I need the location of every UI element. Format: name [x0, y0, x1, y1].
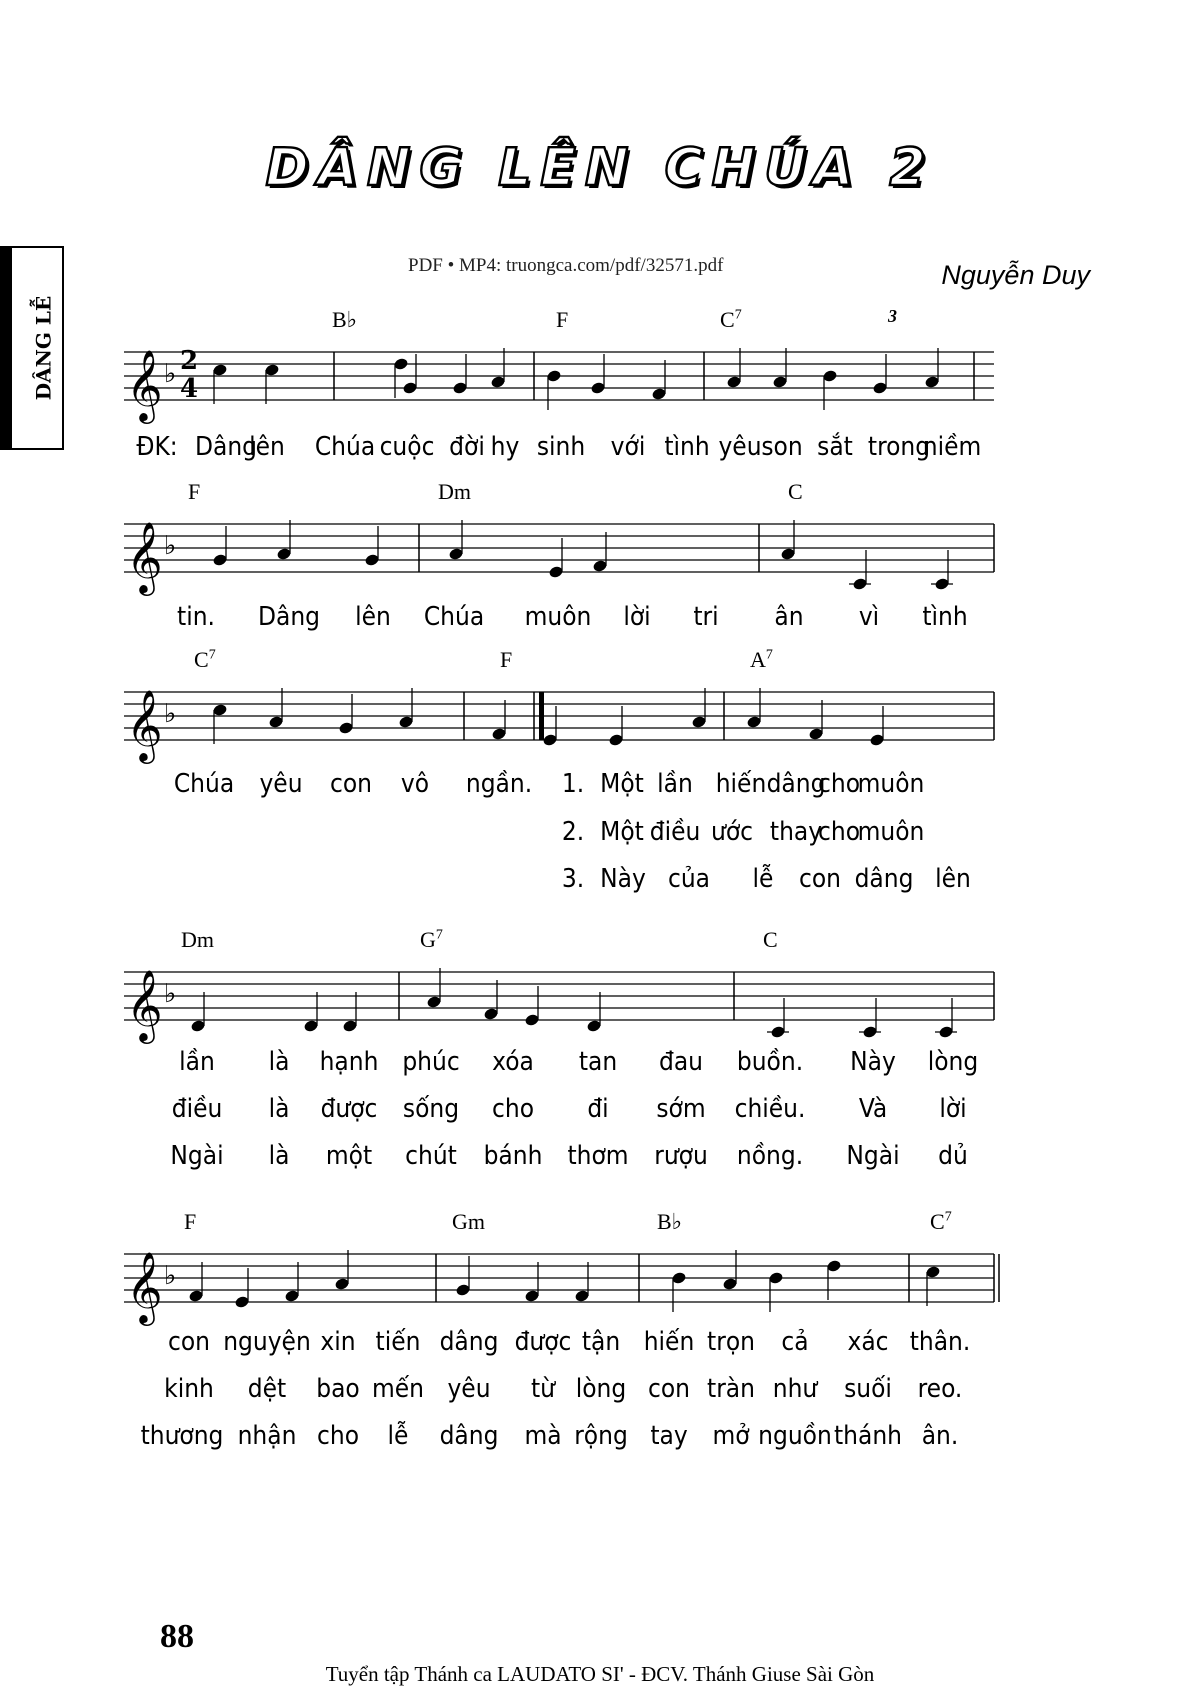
lyric-word: hiến [643, 1327, 695, 1357]
staff [124, 680, 1094, 770]
lyric-word: dâng [854, 864, 914, 894]
treble-clef-icon: 𝄞 [126, 968, 163, 1041]
lyric-word: lên [935, 864, 971, 894]
lyric-word: đi [587, 1094, 609, 1124]
lyric-word: tiến [375, 1327, 421, 1357]
key-signature-flat-icon: ♭ [164, 359, 177, 389]
lyric-word: ĐK: [136, 432, 178, 462]
staff-system [124, 1209, 1094, 1451]
lyric-word: điều [649, 817, 701, 847]
chord-symbol: $C^7$ [194, 647, 216, 672]
lyric-word: kinh [164, 1374, 214, 1404]
lyric-word: tin. [177, 602, 215, 632]
lyric-word: hiến [715, 769, 767, 799]
lyric-word: yêu [447, 1374, 491, 1404]
lyric-word: được [320, 1094, 378, 1124]
lyric-word: cuộc [379, 432, 435, 462]
lyric-word: lần [179, 1047, 215, 1077]
key-signature-flat-icon: ♭ [164, 1261, 177, 1291]
time-signature-top: 2 [180, 346, 199, 376]
lyric-word: Chúa [314, 432, 376, 462]
lyric-word: Này [600, 864, 646, 894]
lyric-word: son [761, 432, 803, 462]
lyric-word: Một [600, 769, 644, 799]
lyric-word: thân. [909, 1327, 971, 1357]
lyric-word: yêu [259, 769, 303, 799]
lyric-word: con [648, 1374, 690, 1404]
lyric-word: lòng [927, 1047, 979, 1077]
lyric-word: Dâng [194, 432, 258, 462]
lyric-word: Này [850, 1047, 896, 1077]
lyric-word: tình [664, 432, 710, 462]
lyric-word: 2. [561, 817, 585, 847]
lyric-word: được [514, 1327, 572, 1357]
lyric-word: tay [650, 1421, 688, 1451]
staff-system [124, 647, 1094, 894]
lyric-word: trọn [707, 1327, 755, 1357]
lyric-word: sinh [536, 432, 586, 462]
lyric-word: bao [316, 1374, 360, 1404]
section-tab-label: DÂNG LỄ [31, 295, 55, 401]
treble-clef-icon: 𝄞 [126, 520, 163, 593]
lyric-word: nhận [237, 1421, 297, 1451]
section-tab-bar [0, 248, 12, 448]
chord-symbol: $A^7$ [750, 647, 773, 672]
lyric-word: Dâng [257, 602, 321, 632]
lyric-word: dâng [766, 769, 826, 799]
lyric-word: sống [402, 1094, 460, 1124]
lyric-word: chút [405, 1141, 457, 1171]
lyric-word: hy [490, 432, 520, 462]
lyric-word: Ngài [846, 1141, 900, 1171]
lyric-word: buồn. [736, 1047, 804, 1077]
lyric-word: vì [858, 602, 880, 632]
lyric-word: lời [939, 1094, 967, 1124]
lyric-word: là [268, 1094, 290, 1124]
lyric-word: Chúa [423, 602, 485, 632]
lyric-word: suối [844, 1374, 892, 1404]
lyric-word: Ngài [170, 1141, 224, 1171]
lyric-word: muôn [857, 817, 925, 847]
lyric-word: Chúa [173, 769, 235, 799]
lyric-word: từ [531, 1374, 555, 1404]
chord-symbol: Dm [181, 927, 214, 952]
staff [124, 340, 1094, 430]
lyric-word: phúc [402, 1047, 460, 1077]
lyric-word: 1. [561, 769, 585, 799]
triplet-mark: 3 [888, 306, 897, 326]
lyric-word: hạnh [319, 1047, 379, 1077]
lyric-word: Một [600, 817, 644, 847]
key-signature-flat-icon: ♭ [164, 979, 177, 1009]
chord-symbol: F [188, 479, 201, 504]
lyric-word: ân [774, 602, 804, 632]
chord-symbol: F [500, 647, 513, 672]
lyric-word: cho [818, 769, 860, 799]
lyric-word: lễ [387, 1421, 409, 1451]
staff-system [124, 306, 1094, 480]
chord-symbol: $C^7$ [930, 1209, 952, 1234]
section-tab [0, 246, 64, 450]
lyric-word: cho [818, 817, 860, 847]
treble-clef-icon: 𝄞 [126, 348, 163, 421]
lyric-word: rượu [654, 1141, 708, 1171]
treble-clef-icon: 𝄞 [126, 1250, 163, 1323]
lyric-word: thương [140, 1421, 224, 1451]
chord-symbol: $G^7$ [420, 927, 443, 952]
lyric-word: là [268, 1141, 290, 1171]
song-title: DÂNG LÊN CHÚA 2 [265, 138, 935, 198]
lyric-word: lên [355, 602, 391, 632]
lyric-word: yêu [718, 432, 762, 462]
lyric-word: nguồn [758, 1421, 832, 1451]
lyric-word: dâng [439, 1421, 499, 1451]
lyric-word: mở [712, 1421, 750, 1451]
lyric-word: lời [623, 602, 651, 632]
lyric-word: tan [578, 1047, 618, 1077]
lyric-word: tràn [707, 1374, 755, 1404]
treble-clef-icon: 𝄞 [126, 688, 163, 761]
lyric-word: dủ [938, 1141, 968, 1171]
lyric-word: nồng. [736, 1141, 804, 1171]
lyric-word: con [799, 864, 841, 894]
lyric-word: xóa [492, 1047, 534, 1077]
lyric-word: vô [400, 769, 430, 799]
composer-name: Nguyễn Duy [941, 260, 1090, 290]
lyric-word: muôn [857, 769, 925, 799]
lyric-word: thay [769, 817, 823, 847]
page-footer: Tuyển tập Thánh ca LAUDATO SI' - ĐCV. Thánh Giuse Sài Gòn [325, 1662, 875, 1686]
chord-symbol: C [763, 927, 778, 952]
staff [124, 512, 1094, 602]
lyric-word: một [325, 1141, 373, 1171]
lyric-word: đời [449, 432, 485, 462]
source-link[interactable]: PDF • MP4: truongca.com/pdf/32571.pdf [408, 255, 724, 276]
lyric-word: xác [847, 1327, 889, 1357]
lyric-word: muôn [524, 602, 592, 632]
lyric-word: mà [524, 1421, 562, 1451]
chord-symbol: $C^7$ [720, 307, 742, 332]
lyric-word: xin [320, 1327, 356, 1357]
time-signature-bottom: 4 [180, 374, 199, 404]
lyric-word: ước [711, 817, 753, 847]
key-signature-flat-icon: ♭ [164, 699, 177, 729]
lyric-word: đau [658, 1047, 704, 1077]
lyric-word: sắt [817, 432, 853, 462]
lyric-word: dệt [247, 1374, 287, 1404]
chord-symbol: F [556, 307, 569, 332]
lyric-word: tri [693, 602, 719, 632]
thick-barline [539, 692, 544, 740]
lyric-word: cho [317, 1421, 359, 1451]
lyric-word: ân. [921, 1421, 959, 1451]
chord-symbol: B♭ [657, 1209, 683, 1234]
lyric-word: con [330, 769, 372, 799]
lyric-word: sớm [656, 1094, 706, 1124]
lyric-word: cho [492, 1094, 534, 1124]
lyric-word: điều [171, 1094, 223, 1124]
staff [124, 960, 1094, 1050]
staff-system [124, 479, 1094, 652]
lyric-word: của [667, 864, 711, 894]
lyric-word: cả [781, 1327, 809, 1357]
lyric-word: thơm [567, 1141, 629, 1171]
lyric-word: 3. [561, 864, 585, 894]
lyric-word: tình [922, 602, 968, 632]
lyric-word: trong [867, 432, 931, 462]
chord-symbol: B♭ [332, 307, 358, 332]
lyric-word: bánh [483, 1141, 543, 1171]
lyric-word: như [772, 1374, 818, 1404]
lyric-word: Và [858, 1094, 888, 1124]
lyric-word: mến [371, 1374, 425, 1404]
lyric-word: lễ [752, 864, 774, 894]
page-number: 88 [160, 1618, 194, 1655]
lyric-word: niềm [922, 432, 982, 462]
lyric-word: lòng [575, 1374, 627, 1404]
lyric-word: rộng [574, 1421, 628, 1451]
lyric-word: chiều. [734, 1094, 806, 1124]
chord-symbol: Gm [452, 1209, 485, 1234]
lyric-word: nguyện [223, 1327, 311, 1357]
staff [124, 1242, 1094, 1332]
staff-system [124, 927, 1094, 1171]
chord-symbol: Dm [438, 479, 471, 504]
chord-symbol: C [788, 479, 803, 504]
lyric-word: thánh [834, 1421, 902, 1451]
chord-symbol: F [184, 1209, 197, 1234]
key-signature-flat-icon: ♭ [164, 531, 177, 561]
lyric-word: reo. [917, 1374, 963, 1404]
lyric-word: là [268, 1047, 290, 1077]
lyric-word: tận [581, 1327, 621, 1357]
lyric-word: con [168, 1327, 210, 1357]
lyric-word: với [610, 432, 646, 462]
lyric-word: lên [249, 432, 285, 462]
lyric-word: ngần. [465, 769, 533, 799]
lyric-word: lần [657, 769, 693, 799]
lyric-word: dâng [439, 1327, 499, 1357]
